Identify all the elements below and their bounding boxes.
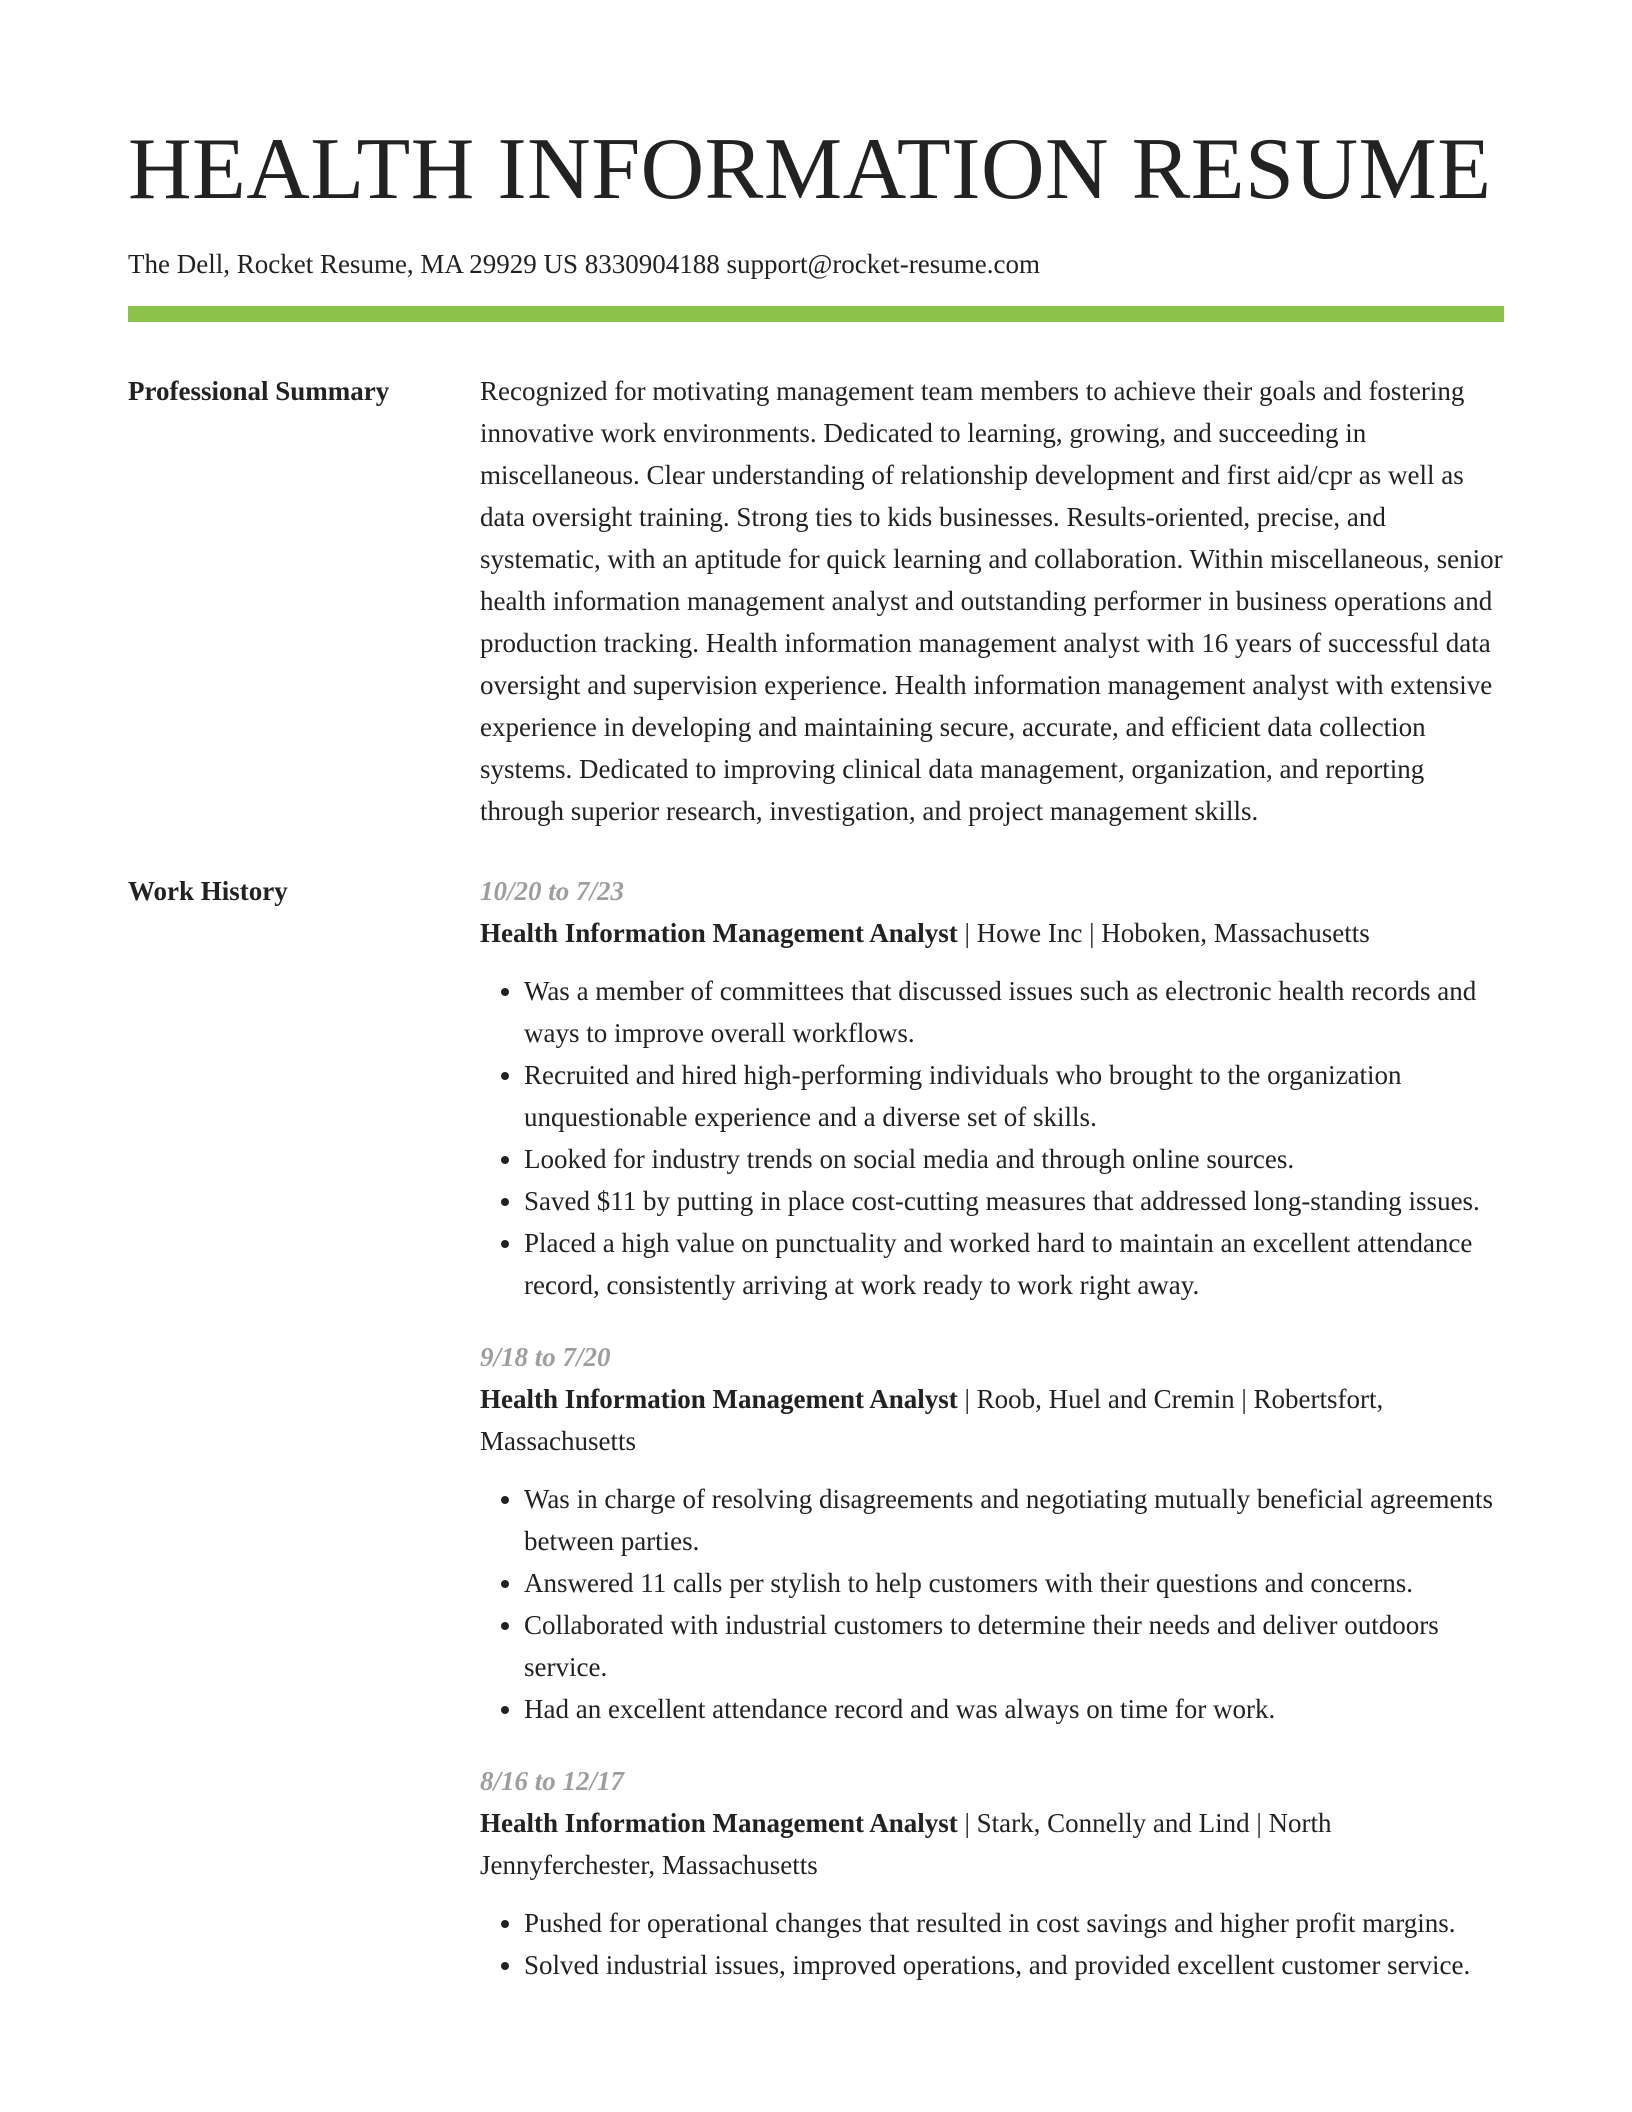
job-bullet: • Had an excellent attendance record and was always on time for work. xyxy=(524,1688,1504,1730)
job-heading xyxy=(480,1378,1504,1462)
job-bullet: • Solved industrial issues, improved operations, and provided excellent customer service. xyxy=(524,1944,1504,1986)
job-heading xyxy=(480,1802,1504,1886)
job-bullet-list xyxy=(480,970,1504,1306)
job-entry xyxy=(480,870,1504,1306)
section-heading-work-history: Work History xyxy=(128,876,288,906)
job-employer-location: | Stark, Connelly and Lind | North Jennyferchester, Massachusetts xyxy=(480,1808,1332,1880)
job-bullet: • Answered 11 calls per stylish to help customers with their questions and concerns. xyxy=(524,1562,1504,1604)
job-title: Health Information Management Analyst xyxy=(480,1808,958,1838)
work-history-body xyxy=(480,870,1504,2016)
job-dates: 9/18 to 7/20 xyxy=(480,1342,611,1372)
summary-body xyxy=(480,370,1504,832)
job-bullet: • Placed a high value on punctuality and worked hard to maintain an excellent attendance record, consistently arriving at work ready to work right away. xyxy=(524,1222,1504,1306)
job-entry xyxy=(480,1760,1504,1986)
job-dates: 10/20 to 7/23 xyxy=(480,876,625,906)
job-bullet: • Recruited and hired high-performing individuals who brought to the organization unquestionable experience and a diverse set of skills. xyxy=(524,1054,1504,1138)
summary-section xyxy=(128,370,1504,832)
summary-text: Recognized for motivating management team members to achieve their goals and fostering innovative work environments. Dedicated to learning, growing, and succeeding in miscellaneous. Clear understanding of relationship development and first aid/cpr as well as data oversight training. Strong ties to kids businesses. Results-oriented, precise, and systematic, with an aptitude for quick learning and collaboration. Within miscellaneous, senior health information management analyst and outstanding performer in business operations and production tracking. Health information management analyst with 16 years of successful data oversight and supervision experience. Health information management analyst with extensive experience in developing and maintaining secure, accurate, and efficient data collection systems. Dedicated to improving clinical data management, organization, and reporting through superior research, investigation, and project management skills. xyxy=(480,376,1503,826)
job-employer-location: | Howe Inc | Hoboken, Massachusetts xyxy=(957,918,1370,948)
accent-divider xyxy=(128,306,1504,322)
job-employer-location: | Roob, Huel and Cremin | Robertsfort, Massachusetts xyxy=(480,1384,1384,1456)
job-bullet: • Looked for industry trends on social media and through online sources. xyxy=(524,1138,1504,1180)
resume-title: HEALTH INFORMATION RESUME xyxy=(128,121,1492,218)
job-bullet: • Pushed for operational changes that resulted in cost savings and higher profit margins. xyxy=(524,1902,1504,1944)
job-bullet: • Saved $11 by putting in place cost-cutting measures that addressed long-standing issues. xyxy=(524,1180,1504,1222)
job-heading xyxy=(480,912,1504,954)
job-bullet: • Collaborated with industrial customers to determine their needs and deliver outdoors service. xyxy=(524,1604,1504,1688)
work-history-section xyxy=(128,870,1504,2016)
job-bullet-list xyxy=(480,1902,1504,1986)
job-bullet-list xyxy=(480,1478,1504,1730)
job-dates: 8/16 to 12/17 xyxy=(480,1766,625,1796)
job-bullet: • Was in charge of resolving disagreements and negotiating mutually beneficial agreements between parties. xyxy=(524,1478,1504,1562)
job-title: Health Information Management Analyst xyxy=(480,918,958,948)
section-heading-summary: Professional Summary xyxy=(128,376,390,406)
contact-line: The Dell, Rocket Resume, MA 29929 US 8330904188 support@rocket-resume.com xyxy=(128,249,1040,279)
job-entry xyxy=(480,1336,1504,1730)
job-title: Health Information Management Analyst xyxy=(480,1384,958,1414)
resume-page xyxy=(128,0,1504,2016)
job-bullet: • Was a member of committees that discussed issues such as electronic health records and ways to improve overall workflows. xyxy=(524,970,1504,1054)
